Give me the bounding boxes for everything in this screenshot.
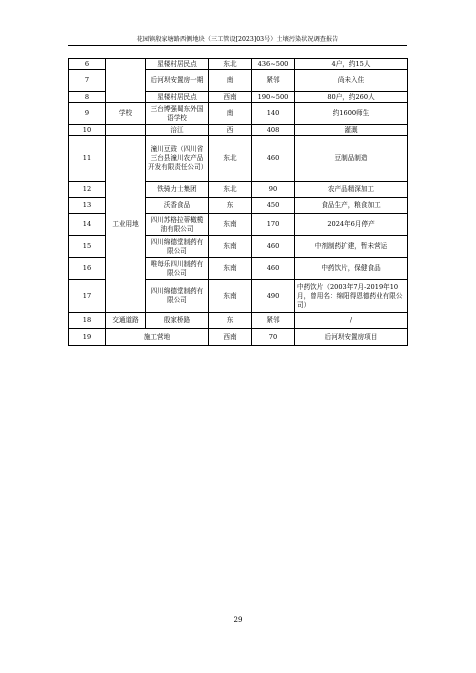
cell-distance: 紧邻 xyxy=(252,313,295,329)
cell-direction: 南 xyxy=(209,103,252,125)
cell-direction: 西南 xyxy=(209,92,252,103)
cell-name: 三台博强蜀东外国语学校 xyxy=(146,103,209,125)
cell-category xyxy=(106,59,146,103)
cell-direction: 东 xyxy=(209,313,252,329)
cell-direction: 西 xyxy=(209,125,252,136)
header-rule xyxy=(68,45,407,46)
cell-note: 中药饮片（2003年7月-2019年10月，曾用名：绵阳得恩德药业有限公司） xyxy=(295,280,408,313)
cell-no: 8 xyxy=(69,92,106,103)
cell-direction: 东北 xyxy=(209,182,252,198)
page-number: 29 xyxy=(233,616,243,624)
cell-note: / xyxy=(295,313,408,329)
cell-no: 17 xyxy=(69,280,106,313)
cell-name: 星楼村居民点 xyxy=(146,59,209,70)
cell-direction: 东南 xyxy=(209,280,252,313)
cell-direction: 西南 xyxy=(209,329,252,346)
table-row xyxy=(69,313,408,329)
cell-note: 食品生产，粮食加工 xyxy=(295,198,408,214)
table-row xyxy=(69,59,408,70)
cell-direction: 东南 xyxy=(209,236,252,258)
cell-note: 2024年6月停产 xyxy=(295,214,408,236)
cell-distance: 436~500 xyxy=(252,59,295,70)
cell-distance: 450 xyxy=(252,198,295,214)
cell-no: 16 xyxy=(69,258,106,280)
cell-note: 农产品精深加工 xyxy=(295,182,408,198)
cell-no: 18 xyxy=(69,313,106,329)
cell-no: 12 xyxy=(69,182,106,198)
cell-name: 唯每乐四川制药有限公司 xyxy=(146,258,209,280)
cell-name: 四川绵德堂制药有限公司 xyxy=(146,280,209,313)
cell-name: 涪江 xyxy=(146,125,209,136)
cell-name: 星楼村居民点 xyxy=(146,92,209,103)
cell-no: 15 xyxy=(69,236,106,258)
cell-name: 四川绵德堂制药有限公司 xyxy=(146,236,209,258)
cell-no: 14 xyxy=(69,214,106,236)
cell-note: 豆制品制造 xyxy=(295,136,408,182)
page-header: 花园镇殷家塘路西侧地块（三工管设[2023]03号）土壤污染状况调查报告 xyxy=(136,36,339,43)
cell-note: 中剂制药扩建，暂未营运 xyxy=(295,236,408,258)
cell-note: 4户，约15人 xyxy=(295,59,408,70)
cell-distance: 460 xyxy=(252,236,295,258)
cell-note: 80户，约260人 xyxy=(295,92,408,103)
cell-name: 殷家桥路 xyxy=(146,313,209,329)
cell-no: 6 xyxy=(69,59,106,70)
cell-direction: 东北 xyxy=(209,59,252,70)
cell-name: 四川苏格拉蒂橄榄油有限公司 xyxy=(146,214,209,236)
cell-no: 7 xyxy=(69,70,106,92)
cell-note: 灌溉 xyxy=(295,125,408,136)
table-row xyxy=(69,329,408,346)
cell-no: 19 xyxy=(69,329,106,346)
cell-category: 交通道路 xyxy=(106,313,146,329)
table-row xyxy=(69,103,408,125)
cell-distance: 408 xyxy=(252,125,295,136)
cell-category: 工业用地 xyxy=(106,136,146,313)
cell-distance: 490 xyxy=(252,280,295,313)
cell-direction: 东南 xyxy=(209,258,252,280)
cell-distance: 460 xyxy=(252,258,295,280)
table-row xyxy=(69,125,408,136)
cell-distance: 170 xyxy=(252,214,295,236)
cell-name: 潼川豆豉（四川省三台县潼川农产品开发有限责任公司） xyxy=(146,136,209,182)
cell-no: 10 xyxy=(69,125,106,136)
cell-category xyxy=(106,125,146,136)
cell-no: 13 xyxy=(69,198,106,214)
cell-name: 铁骑力士集团 xyxy=(146,182,209,198)
cell-category: 施工营地 xyxy=(106,329,209,346)
cell-note: 中药饮片，保健食品 xyxy=(295,258,408,280)
cell-distance: 190~500 xyxy=(252,92,295,103)
cell-direction: 东 xyxy=(209,198,252,214)
cell-distance: 140 xyxy=(252,103,295,125)
cell-note: 尚未入住 xyxy=(295,70,408,92)
cell-name: 后河坝安置房一期 xyxy=(146,70,209,92)
cell-distance: 70 xyxy=(252,329,295,346)
cell-no: 11 xyxy=(69,136,106,182)
cell-distance: 460 xyxy=(252,136,295,182)
cell-direction: 南 xyxy=(209,70,252,92)
cell-note: 约1600师生 xyxy=(295,103,408,125)
cell-distance: 90 xyxy=(252,182,295,198)
cell-note: 后河坝安置房项目 xyxy=(295,329,408,346)
cell-distance: 紧邻 xyxy=(252,70,295,92)
sensitive-receptors-table xyxy=(68,58,408,346)
cell-no: 9 xyxy=(69,103,106,125)
cell-direction: 东南 xyxy=(209,214,252,236)
cell-direction: 东北 xyxy=(209,136,252,182)
table-row xyxy=(69,136,408,182)
cell-name: 沃香食品 xyxy=(146,198,209,214)
cell-category: 学校 xyxy=(106,103,146,125)
